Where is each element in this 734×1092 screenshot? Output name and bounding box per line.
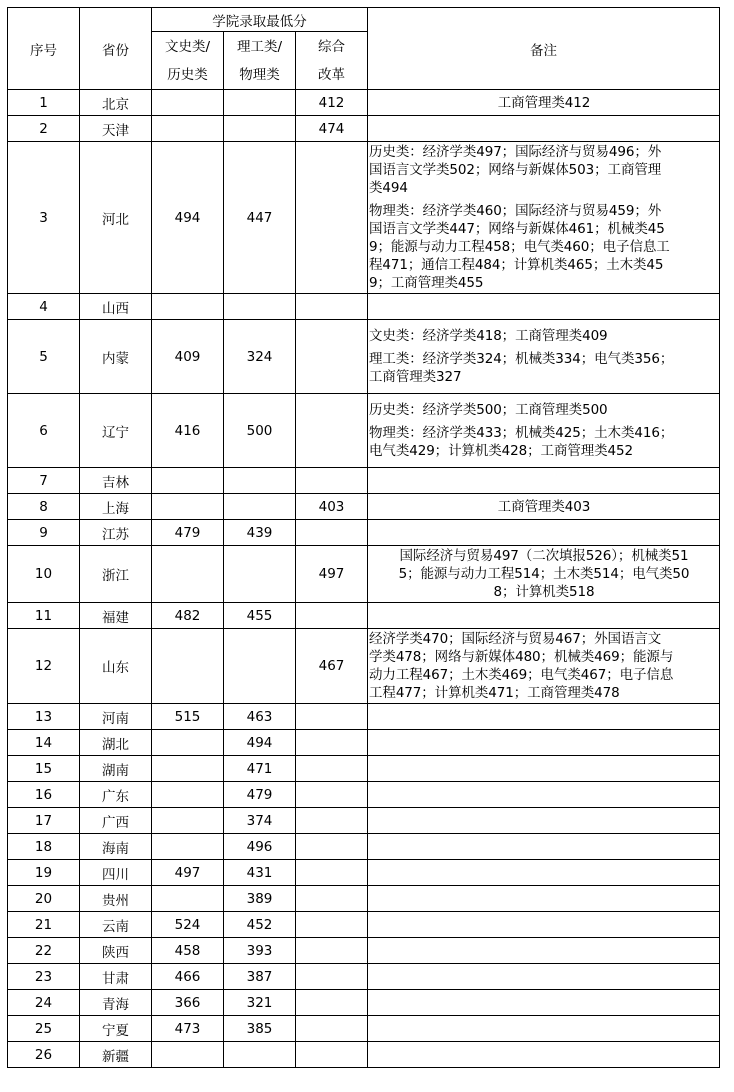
cell-arts-score: [152, 629, 224, 704]
cell-province: 广西: [80, 808, 152, 834]
cell-seq: 16: [8, 782, 80, 808]
cell-science-score: 452: [224, 912, 296, 938]
cell-reform-score: [296, 886, 368, 912]
cell-province: 上海: [80, 494, 152, 520]
cell-science-score: 463: [224, 704, 296, 730]
cell-province: 贵州: [80, 886, 152, 912]
table-row: [8, 730, 720, 756]
table-row: [8, 394, 720, 468]
cell-seq: 3: [8, 142, 80, 294]
cell-province: 新疆: [80, 1042, 152, 1068]
cell-note: [368, 938, 720, 964]
cell-note: [368, 520, 720, 546]
cell-province: 湖南: [80, 756, 152, 782]
cell-reform-score: [296, 730, 368, 756]
cell-province: 河北: [80, 142, 152, 294]
table-row: [8, 782, 720, 808]
cell-arts-score: 458: [152, 938, 224, 964]
note-line: 电气类429；计算机类428；工商管理类452: [369, 443, 634, 459]
header-reform-line1: 综合: [318, 38, 345, 55]
cell-science-score: [224, 546, 296, 603]
cell-science-score: [224, 90, 296, 116]
cell-province: 四川: [80, 860, 152, 886]
cell-arts-score: [152, 886, 224, 912]
cell-note: [368, 546, 720, 603]
cell-seq: 25: [8, 1016, 80, 1042]
cell-reform-score: 403: [296, 494, 368, 520]
table-row: [8, 546, 720, 603]
cell-note: [368, 603, 720, 629]
cell-reform-score: [296, 1016, 368, 1042]
note-line: 国际经济与贸易497（二次填报526）；机械类51: [399, 548, 689, 564]
table-row: [8, 1042, 720, 1068]
cell-reform-score: [296, 704, 368, 730]
header-science: [224, 32, 296, 90]
cell-reform-score: [296, 808, 368, 834]
cell-arts-score: [152, 468, 224, 494]
header-arts-line2: 历史类: [167, 66, 208, 83]
header-reform-line2: 改革: [318, 66, 345, 83]
header-province: 省份: [80, 8, 152, 90]
cell-seq: 18: [8, 834, 80, 860]
cell-science-score: 471: [224, 756, 296, 782]
note-line: 工商管理类403: [497, 498, 591, 515]
cell-reform-score: 497: [296, 546, 368, 603]
cell-province: 云南: [80, 912, 152, 938]
cell-reform-score: [296, 603, 368, 629]
cell-note: [368, 886, 720, 912]
cell-seq: 14: [8, 730, 80, 756]
cell-province: 天津: [80, 116, 152, 142]
cell-science-score: 494: [224, 730, 296, 756]
cell-note: [368, 494, 720, 520]
cell-reform-score: [296, 468, 368, 494]
cell-arts-score: 473: [152, 1016, 224, 1042]
cell-seq: 22: [8, 938, 80, 964]
cell-reform-score: [296, 320, 368, 394]
table-row: [8, 808, 720, 834]
cell-arts-score: 416: [152, 394, 224, 468]
header-sci-line1: 理工类/: [236, 38, 283, 55]
note-line: 9；能源与动力工程458；电气类460；电子信息工: [369, 239, 670, 255]
cell-note: [368, 116, 720, 142]
cell-province: 青海: [80, 990, 152, 1016]
note-line: 学类478；网络与新媒体480；机械类469；能源与: [369, 649, 674, 665]
cell-arts-score: [152, 116, 224, 142]
note-line: 经济学类470；国际经济与贸易467；外国语言文: [369, 631, 662, 647]
cell-science-score: 321: [224, 990, 296, 1016]
cell-reform-score: [296, 520, 368, 546]
table-row: [8, 116, 720, 142]
table-row: [8, 964, 720, 990]
cell-science-score: 500: [224, 394, 296, 468]
note-line: 文史类：经济学类418；工商管理类409: [369, 328, 608, 344]
cell-science-score: [224, 629, 296, 704]
cell-science-score: 374: [224, 808, 296, 834]
cell-province: 河南: [80, 704, 152, 730]
cell-province: 山东: [80, 629, 152, 704]
cell-note: [368, 990, 720, 1016]
cell-science-score: 385: [224, 1016, 296, 1042]
cell-seq: 6: [8, 394, 80, 468]
table-row: [8, 834, 720, 860]
cell-arts-score: [152, 494, 224, 520]
cell-science-score: 447: [224, 142, 296, 294]
cell-science-score: 455: [224, 603, 296, 629]
cell-science-score: 479: [224, 782, 296, 808]
cell-note: [368, 142, 720, 294]
cell-seq: 8: [8, 494, 80, 520]
cell-arts-score: 497: [152, 860, 224, 886]
cell-seq: 10: [8, 546, 80, 603]
cell-arts-score: 466: [152, 964, 224, 990]
cell-arts-score: 494: [152, 142, 224, 294]
cell-note: [368, 394, 720, 468]
note-line: 历史类：经济学类500；工商管理类500: [369, 402, 608, 418]
cell-province: 宁夏: [80, 1016, 152, 1042]
note-line: 9；工商管理类455: [369, 275, 484, 291]
note-line: 程471；通信工程484；计算机类465；土木类45: [369, 257, 664, 273]
cell-reform-score: 467: [296, 629, 368, 704]
cell-note: [368, 1016, 720, 1042]
cell-reform-score: [296, 1042, 368, 1068]
cell-arts-score: 409: [152, 320, 224, 394]
cell-province: 福建: [80, 603, 152, 629]
cell-note: [368, 964, 720, 990]
table-row: [8, 320, 720, 394]
cell-arts-score: 524: [152, 912, 224, 938]
cell-reform-score: [296, 860, 368, 886]
cell-reform-score: [296, 990, 368, 1016]
cell-note: [368, 320, 720, 394]
note-line: 工商管理类327: [369, 369, 462, 385]
cell-reform-score: [296, 964, 368, 990]
cell-province: 辽宁: [80, 394, 152, 468]
cell-seq: 12: [8, 629, 80, 704]
cell-science-score: [224, 294, 296, 320]
cell-seq: 2: [8, 116, 80, 142]
table-row: [8, 886, 720, 912]
table-row: [8, 860, 720, 886]
header-seq: 序号: [8, 8, 80, 90]
cell-reform-score: 412: [296, 90, 368, 116]
cell-note: [368, 860, 720, 886]
cell-seq: 4: [8, 294, 80, 320]
cell-seq: 11: [8, 603, 80, 629]
cell-arts-score: [152, 834, 224, 860]
cell-science-score: [224, 494, 296, 520]
table-row: [8, 494, 720, 520]
cell-arts-score: [152, 730, 224, 756]
table-row: [8, 629, 720, 704]
cell-seq: 17: [8, 808, 80, 834]
cell-province: 广东: [80, 782, 152, 808]
header-arts: [152, 32, 224, 90]
header-arts-line1: 文史类/: [164, 38, 211, 55]
table-row: [8, 704, 720, 730]
cell-province: 山西: [80, 294, 152, 320]
cell-seq: 5: [8, 320, 80, 394]
table-body: [8, 90, 720, 1068]
cell-science-score: 496: [224, 834, 296, 860]
cell-science-score: 393: [224, 938, 296, 964]
table-row: [8, 520, 720, 546]
table-row: [8, 990, 720, 1016]
cell-seq: 15: [8, 756, 80, 782]
cell-seq: 7: [8, 468, 80, 494]
header-note: 备注: [368, 8, 720, 90]
table-row: [8, 142, 720, 294]
cell-arts-score: [152, 808, 224, 834]
note-line: 5；能源与动力工程514；土木类514；电气类50: [398, 566, 690, 582]
cell-seq: 20: [8, 886, 80, 912]
cell-province: 内蒙: [80, 320, 152, 394]
note-line: 历史类：经济学类497；国际经济与贸易496；外: [369, 144, 662, 160]
cell-reform-score: 474: [296, 116, 368, 142]
cell-note: [368, 468, 720, 494]
note-line: 动力工程467；土木类469；电气类467；电子信息: [369, 667, 674, 683]
cell-province: 湖北: [80, 730, 152, 756]
cell-note: [368, 782, 720, 808]
note-line: 理工类：经济学类324；机械类334；电气类356；: [369, 351, 674, 367]
table-row: [8, 294, 720, 320]
cell-reform-score: [296, 782, 368, 808]
cell-note: [368, 912, 720, 938]
cell-note: [368, 704, 720, 730]
table-row: [8, 468, 720, 494]
cell-province: 江苏: [80, 520, 152, 546]
cell-province: 北京: [80, 90, 152, 116]
cell-arts-score: [152, 756, 224, 782]
cell-note: [368, 1042, 720, 1068]
cell-science-score: 387: [224, 964, 296, 990]
header-sci-line2: 物理类: [239, 66, 280, 83]
cell-seq: 13: [8, 704, 80, 730]
cell-science-score: 431: [224, 860, 296, 886]
header-reform: [296, 32, 368, 90]
cell-reform-score: [296, 756, 368, 782]
cell-seq: 21: [8, 912, 80, 938]
cell-science-score: 324: [224, 320, 296, 394]
note-line: 国语言文学类502；网络与新媒体503；工商管理: [369, 162, 662, 178]
cell-arts-score: [152, 1042, 224, 1068]
cell-province: 甘肃: [80, 964, 152, 990]
cell-seq: 9: [8, 520, 80, 546]
cell-arts-score: 479: [152, 520, 224, 546]
note-line: 物理类：经济学类460；国际经济与贸易459；外: [369, 203, 662, 219]
cell-seq: 24: [8, 990, 80, 1016]
note-line: 工程477；计算机类471；工商管理类478: [369, 685, 620, 701]
cell-province: 海南: [80, 834, 152, 860]
table-row: [8, 90, 720, 116]
note-line: 类494: [369, 180, 408, 196]
cell-arts-score: [152, 546, 224, 603]
cell-science-score: [224, 468, 296, 494]
cell-seq: 26: [8, 1042, 80, 1068]
cell-note: [368, 730, 720, 756]
cell-note: [368, 808, 720, 834]
admission-score-table: [7, 7, 720, 1068]
note-line: 8；计算机类518: [493, 584, 595, 600]
cell-note: [368, 629, 720, 704]
cell-province: 吉林: [80, 468, 152, 494]
cell-arts-score: [152, 782, 224, 808]
cell-reform-score: [296, 394, 368, 468]
table-row: [8, 756, 720, 782]
cell-note: [368, 294, 720, 320]
table-row: [8, 603, 720, 629]
table-row: [8, 938, 720, 964]
cell-science-score: [224, 1042, 296, 1068]
cell-arts-score: [152, 90, 224, 116]
cell-seq: 1: [8, 90, 80, 116]
table-row: [8, 1016, 720, 1042]
header-score-group: 学院录取最低分: [152, 8, 368, 32]
cell-arts-score: 515: [152, 704, 224, 730]
cell-seq: 23: [8, 964, 80, 990]
cell-science-score: 439: [224, 520, 296, 546]
cell-science-score: 389: [224, 886, 296, 912]
cell-science-score: [224, 116, 296, 142]
note-line: 国语言文学类447；网络与新媒体461；机械类45: [369, 221, 665, 237]
cell-reform-score: [296, 834, 368, 860]
cell-province: 陕西: [80, 938, 152, 964]
cell-arts-score: 482: [152, 603, 224, 629]
cell-province: 浙江: [80, 546, 152, 603]
note-line: 工商管理类412: [497, 94, 591, 111]
cell-note: [368, 90, 720, 116]
cell-reform-score: [296, 912, 368, 938]
cell-arts-score: 366: [152, 990, 224, 1016]
cell-reform-score: [296, 142, 368, 294]
table-row: [8, 912, 720, 938]
cell-note: [368, 834, 720, 860]
cell-arts-score: [152, 294, 224, 320]
note-line: 物理类：经济学类433；机械类425；土木类416；: [369, 425, 674, 441]
cell-reform-score: [296, 294, 368, 320]
cell-seq: 19: [8, 860, 80, 886]
cell-note: [368, 756, 720, 782]
cell-reform-score: [296, 938, 368, 964]
